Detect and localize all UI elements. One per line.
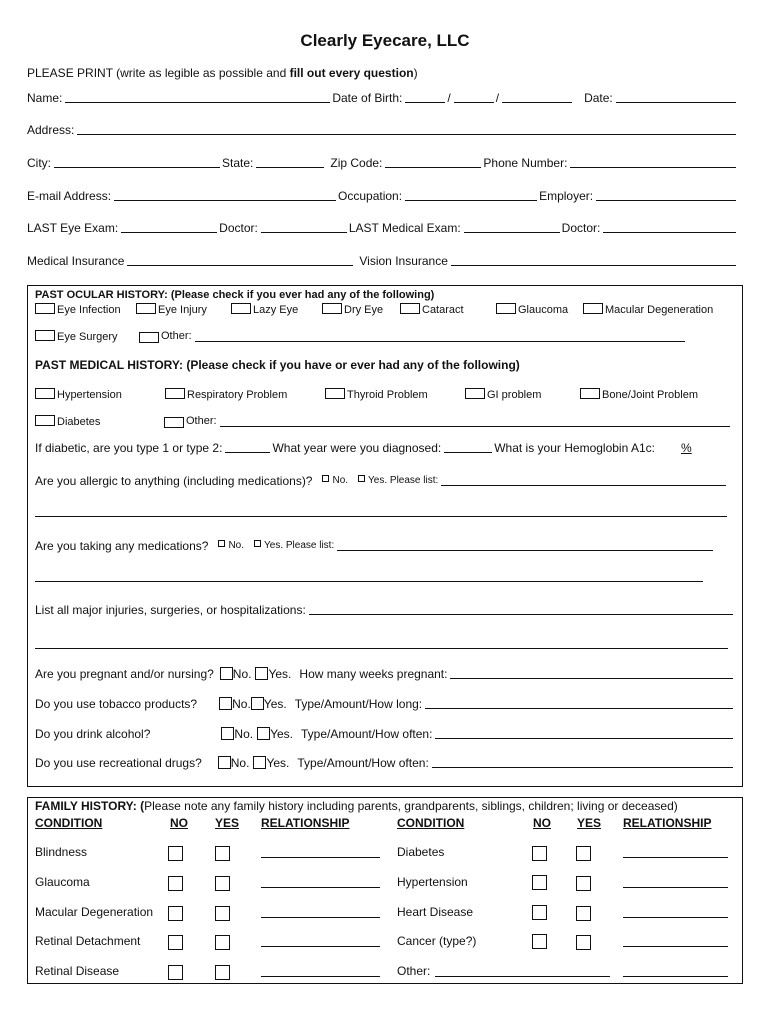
employer-field[interactable] bbox=[596, 199, 736, 201]
tobacco-label: Do you use tobacco products? bbox=[35, 697, 198, 711]
checkbox-icon[interactable] bbox=[257, 727, 270, 740]
family-condition-blindness: Blindness bbox=[35, 845, 88, 859]
family-retinal-detachment-relationship[interactable] bbox=[261, 946, 380, 947]
checkbox-icon[interactable] bbox=[465, 388, 485, 399]
ocular-label: Eye Surgery bbox=[57, 331, 118, 343]
medical-diabetes[interactable] bbox=[35, 415, 100, 429]
pregnant-yes[interactable] bbox=[255, 667, 291, 681]
medications-yes[interactable] bbox=[254, 539, 334, 553]
medications-no[interactable] bbox=[218, 539, 244, 553]
family-condition-glaucoma: Glaucoma bbox=[35, 875, 90, 889]
email-label: E-mail Address: bbox=[27, 189, 112, 203]
ocular-lazy-eye[interactable] bbox=[231, 303, 298, 317]
ocular-dry-eye[interactable] bbox=[322, 303, 383, 317]
insurance-row bbox=[27, 252, 738, 268]
name-label: Name: bbox=[27, 91, 63, 105]
header-no-left: NO bbox=[170, 816, 188, 830]
address-row bbox=[27, 121, 738, 137]
tobacco-yes[interactable] bbox=[251, 697, 287, 711]
phone-label: Phone Number: bbox=[483, 156, 568, 170]
checkbox-icon[interactable] bbox=[221, 727, 234, 740]
family-cancer-no[interactable] bbox=[532, 934, 547, 949]
last-eye-exam-label: LAST Eye Exam: bbox=[27, 221, 119, 235]
header-condition-left: CONDITION bbox=[35, 816, 103, 830]
medical-label: Diabetes bbox=[57, 416, 101, 428]
checkbox-icon[interactable] bbox=[255, 667, 268, 680]
medical-insurance-label: Medical Insurance bbox=[27, 254, 125, 268]
family-diabetes-yes[interactable] bbox=[576, 846, 591, 861]
family-glaucoma-no[interactable] bbox=[168, 876, 183, 891]
ocular-label: Cataract bbox=[422, 304, 464, 316]
medical-label: Bone/Joint Problem bbox=[602, 389, 698, 401]
alcohol-yes[interactable] bbox=[257, 727, 293, 741]
family-condition-retinal-detachment: Retinal Detachment bbox=[35, 934, 141, 948]
no-label: No. bbox=[228, 540, 244, 551]
family-retinal-disease-relationship[interactable] bbox=[261, 976, 380, 977]
family-glaucoma-yes[interactable] bbox=[215, 876, 230, 891]
name-field[interactable] bbox=[65, 101, 330, 103]
family-heart-disease-yes[interactable] bbox=[576, 906, 591, 921]
date-field[interactable] bbox=[616, 101, 736, 103]
ocular-label: Dry Eye bbox=[344, 304, 384, 316]
ocular-label: Other: bbox=[161, 330, 192, 342]
checkbox-icon[interactable] bbox=[220, 667, 233, 680]
drugs-type-field[interactable] bbox=[432, 766, 733, 768]
ocular-eye-surgery[interactable] bbox=[35, 330, 118, 344]
family-cancer-yes[interactable] bbox=[576, 935, 591, 950]
checkbox-icon[interactable] bbox=[35, 415, 55, 426]
family-hypertension-relationship[interactable] bbox=[623, 887, 728, 888]
ocular-label: Eye Infection bbox=[57, 304, 121, 316]
occupation-field[interactable] bbox=[405, 199, 537, 201]
checkbox-icon[interactable] bbox=[400, 303, 420, 314]
email-field[interactable] bbox=[114, 199, 336, 201]
checkbox-icon[interactable] bbox=[580, 388, 600, 399]
family-retinal-disease-yes[interactable] bbox=[215, 965, 230, 980]
allergic-yes[interactable] bbox=[358, 474, 438, 488]
family-cancer-relationship[interactable] bbox=[623, 946, 728, 947]
checkbox-icon[interactable] bbox=[139, 332, 159, 343]
drugs-label: Do you use recreational drugs? bbox=[35, 756, 202, 770]
checkbox-icon[interactable] bbox=[253, 756, 266, 769]
diabetic-year-field[interactable] bbox=[444, 451, 492, 453]
family-condition-other: Other: bbox=[397, 964, 431, 978]
medications-list-field[interactable] bbox=[337, 549, 713, 551]
allergic-label: Are you allergic to anything (including medications)? bbox=[35, 474, 313, 488]
injuries-field[interactable] bbox=[309, 613, 733, 615]
state-field[interactable] bbox=[256, 166, 324, 168]
yes-label: Yes. bbox=[263, 697, 287, 711]
family-other-field[interactable] bbox=[435, 976, 610, 977]
checkbox-icon[interactable] bbox=[219, 697, 232, 710]
family-glaucoma-relationship[interactable] bbox=[261, 887, 380, 888]
family-heart-disease-no[interactable] bbox=[532, 905, 547, 920]
medical-heading: PAST MEDICAL HISTORY: (Please check if you have or ever had any of the following) bbox=[35, 358, 520, 372]
occupation-label: Occupation: bbox=[338, 189, 403, 203]
date-label: Date: bbox=[584, 91, 613, 105]
drugs-type-label: Type/Amount/How often: bbox=[297, 756, 429, 770]
last-medical-exam-field[interactable] bbox=[464, 231, 560, 233]
drugs-yes[interactable] bbox=[253, 756, 289, 770]
last-eye-exam-field[interactable] bbox=[121, 231, 217, 233]
name-row: Name: Date of Birth: / / Date: bbox=[27, 89, 738, 105]
ocular-other-field[interactable] bbox=[195, 340, 685, 342]
dob-month-field[interactable] bbox=[405, 101, 445, 103]
yes-label: Yes. Please list: bbox=[264, 540, 335, 551]
family-heart-disease-relationship[interactable] bbox=[623, 917, 728, 918]
doctor-label-2: Doctor: bbox=[561, 221, 601, 235]
pregnant-weeks-label: How many weeks pregnant: bbox=[299, 667, 448, 681]
header-yes-left: YES bbox=[215, 816, 240, 830]
family-retinal-disease-no[interactable] bbox=[168, 965, 183, 980]
ocular-label: Macular Degeneration bbox=[605, 304, 714, 316]
family-blindness-no[interactable] bbox=[168, 846, 183, 861]
family-condition-cancer: Cancer (type?) bbox=[397, 934, 477, 948]
ocular-heading: PAST OCULAR HISTORY: (Please check if you ever had any of the following) bbox=[35, 289, 435, 301]
checkbox-icon[interactable] bbox=[35, 303, 55, 314]
family-retinal-detachment-no[interactable] bbox=[168, 935, 183, 950]
family-condition-diabetes: Diabetes bbox=[397, 845, 445, 859]
no-label: No. bbox=[232, 697, 251, 711]
checkbox-icon[interactable] bbox=[325, 388, 345, 399]
dob-day-field[interactable] bbox=[454, 101, 494, 103]
no-label: No. bbox=[230, 756, 250, 770]
family-blindness-yes[interactable] bbox=[215, 846, 230, 861]
drugs-row bbox=[35, 754, 735, 770]
medications-list-line-2[interactable] bbox=[35, 581, 703, 582]
instructions-prefix: PLEASE PRINT (write as legible as possible and bbox=[27, 66, 290, 80]
checkbox-icon[interactable] bbox=[35, 388, 55, 399]
medical-label: GI problem bbox=[487, 389, 542, 401]
hemoglobin-label: What is your Hemoglobin A1c: bbox=[494, 441, 655, 455]
ocular-eye-infection[interactable] bbox=[35, 303, 121, 317]
ocular-glaucoma[interactable] bbox=[496, 303, 568, 317]
last-medical-exam-label: LAST Medical Exam: bbox=[348, 221, 461, 235]
employer-label: Employer: bbox=[539, 189, 594, 203]
dob-label: Date of Birth: bbox=[332, 91, 403, 105]
vision-insurance-label: Vision Insurance bbox=[359, 254, 448, 268]
no-label: No. bbox=[234, 727, 254, 741]
checkbox-icon[interactable] bbox=[136, 303, 156, 314]
ocular-label: Eye Injury bbox=[158, 304, 207, 316]
header-relationship-left: RELATIONSHIP bbox=[261, 816, 350, 830]
checkbox-icon[interactable] bbox=[322, 303, 342, 314]
diabetic-type-field[interactable] bbox=[225, 451, 270, 453]
last-exam-row bbox=[27, 219, 738, 235]
medical-label: Respiratory Problem bbox=[187, 389, 288, 401]
city-row bbox=[27, 154, 738, 170]
medical-respiratory[interactable] bbox=[165, 388, 287, 402]
medications-label: Are you taking any medications? bbox=[35, 539, 209, 553]
dob-year-field[interactable] bbox=[502, 101, 572, 103]
hemoglobin-field[interactable]: % bbox=[680, 441, 692, 455]
no-label: No. bbox=[232, 667, 252, 681]
injuries-line-2[interactable] bbox=[35, 648, 728, 649]
ocular-cataract[interactable] bbox=[400, 303, 464, 317]
family-condition-retinal-disease: Retinal Disease bbox=[35, 964, 120, 978]
family-heading-rest: Please note any family history including parents, grandparents, siblings, children; living or deceased) bbox=[144, 799, 678, 813]
checkbox-icon[interactable] bbox=[231, 303, 251, 314]
city-label: City: bbox=[27, 156, 51, 170]
family-hypertension-no[interactable] bbox=[532, 875, 547, 890]
ocular-label: Glaucoma bbox=[518, 304, 569, 316]
family-heading bbox=[35, 800, 678, 813]
address-field[interactable] bbox=[77, 133, 736, 135]
family-macular-relationship[interactable] bbox=[261, 917, 380, 918]
checkbox-icon[interactable] bbox=[218, 540, 225, 547]
tobacco-row bbox=[35, 695, 735, 711]
tobacco-no[interactable] bbox=[219, 697, 251, 711]
allergic-list-line-2[interactable] bbox=[35, 516, 727, 517]
family-diabetes-no[interactable] bbox=[532, 846, 547, 861]
family-condition-heart-disease: Heart Disease bbox=[397, 905, 474, 919]
header-yes-right: YES bbox=[577, 816, 602, 830]
tobacco-type-label: Type/Amount/How long: bbox=[294, 697, 423, 711]
form-title: Clearly Eyecare, LLC bbox=[300, 31, 470, 50]
medical-hypertension[interactable] bbox=[35, 388, 122, 402]
phone-field[interactable] bbox=[570, 166, 736, 168]
family-macular-no[interactable] bbox=[168, 906, 183, 921]
family-macular-yes[interactable] bbox=[215, 906, 230, 921]
checkbox-icon[interactable] bbox=[164, 417, 184, 428]
zip-label: Zip Code: bbox=[330, 156, 383, 170]
medical-other[interactable] bbox=[164, 415, 732, 428]
medical-insurance-field[interactable] bbox=[127, 264, 353, 266]
ocular-eye-injury[interactable] bbox=[136, 303, 207, 317]
medical-label: Other: bbox=[186, 415, 217, 427]
family-hypertension-yes[interactable] bbox=[576, 876, 591, 891]
allergic-row bbox=[35, 472, 728, 488]
ocular-label: Lazy Eye bbox=[253, 304, 299, 316]
medical-gi[interactable] bbox=[465, 388, 541, 402]
tobacco-type-field[interactable] bbox=[425, 707, 733, 709]
checkbox-icon[interactable] bbox=[254, 540, 261, 547]
address-label: Address: bbox=[27, 123, 75, 137]
doctor-field-1[interactable] bbox=[261, 231, 347, 233]
vision-insurance-field[interactable] bbox=[451, 264, 736, 266]
pregnant-no[interactable] bbox=[220, 667, 252, 681]
checkbox-icon[interactable] bbox=[218, 756, 231, 769]
family-condition-hypertension: Hypertension bbox=[397, 875, 468, 889]
header-no-right: NO bbox=[533, 816, 551, 830]
medications-row bbox=[35, 537, 715, 553]
family-condition-macular: Macular Degeneration bbox=[35, 905, 154, 919]
checkbox-icon[interactable] bbox=[583, 303, 603, 314]
alcohol-row bbox=[35, 725, 735, 741]
family-retinal-detachment-yes[interactable] bbox=[215, 935, 230, 950]
checkbox-icon[interactable] bbox=[322, 475, 329, 482]
family-heading-bold: FAMILY HISTORY: ( bbox=[35, 799, 145, 813]
family-diabetes-relationship[interactable] bbox=[623, 857, 728, 858]
diabetic-year-label: What year were you diagnosed: bbox=[272, 441, 442, 455]
pregnant-weeks-field[interactable] bbox=[450, 677, 733, 679]
medical-thyroid[interactable] bbox=[325, 388, 428, 402]
email-row bbox=[27, 187, 738, 203]
header-condition-right: CONDITION bbox=[397, 816, 465, 830]
medical-bone-joint[interactable] bbox=[580, 388, 698, 402]
medical-label: Hypertension bbox=[57, 389, 122, 401]
alcohol-type-field[interactable] bbox=[435, 737, 733, 739]
checkbox-icon[interactable] bbox=[358, 475, 365, 482]
doctor-label-1: Doctor: bbox=[219, 221, 258, 235]
alcohol-label: Do you drink alcohol? bbox=[35, 727, 151, 741]
checkbox-icon[interactable] bbox=[35, 330, 55, 341]
instructions-bold: fill out every question bbox=[289, 66, 414, 80]
zip-field[interactable] bbox=[385, 166, 481, 168]
city-field[interactable] bbox=[54, 166, 220, 168]
family-blindness-relationship[interactable] bbox=[261, 857, 380, 858]
allergic-no[interactable] bbox=[322, 474, 348, 488]
ocular-other[interactable] bbox=[139, 330, 687, 343]
medical-label: Thyroid Problem bbox=[347, 389, 428, 401]
instructions bbox=[27, 66, 418, 80]
no-label: No. bbox=[332, 475, 349, 486]
pregnant-label: Are you pregnant and/or nursing? bbox=[35, 667, 214, 681]
diabetic-type-label: If diabetic, are you type 1 or type 2: bbox=[35, 441, 223, 455]
injuries-label: List all major injuries, surgeries, or hospitalizations: bbox=[35, 603, 306, 617]
medical-other-field[interactable] bbox=[220, 425, 730, 427]
drugs-no[interactable] bbox=[218, 756, 250, 770]
family-other-relationship[interactable] bbox=[623, 976, 728, 977]
alcohol-type-label: Type/Amount/How often: bbox=[301, 727, 433, 741]
ocular-macular-degeneration[interactable] bbox=[583, 303, 713, 317]
yes-label: Yes. bbox=[266, 756, 290, 770]
pregnant-row bbox=[35, 665, 735, 681]
checkbox-icon[interactable] bbox=[251, 697, 264, 710]
yes-label: Yes. bbox=[268, 667, 292, 681]
allergic-list-field[interactable] bbox=[441, 484, 726, 486]
instructions-suffix: ) bbox=[413, 66, 418, 80]
header-relationship-right: RELATIONSHIP bbox=[623, 816, 712, 830]
checkbox-icon[interactable] bbox=[165, 388, 185, 399]
alcohol-no[interactable] bbox=[221, 727, 253, 741]
doctor-field-2[interactable] bbox=[603, 231, 736, 233]
state-label: State: bbox=[222, 156, 254, 170]
checkbox-icon[interactable] bbox=[496, 303, 516, 314]
yes-label: Yes. Please list: bbox=[368, 475, 439, 486]
yes-label: Yes. bbox=[270, 727, 294, 741]
injuries-row bbox=[35, 601, 735, 617]
diabetic-row bbox=[35, 439, 734, 455]
